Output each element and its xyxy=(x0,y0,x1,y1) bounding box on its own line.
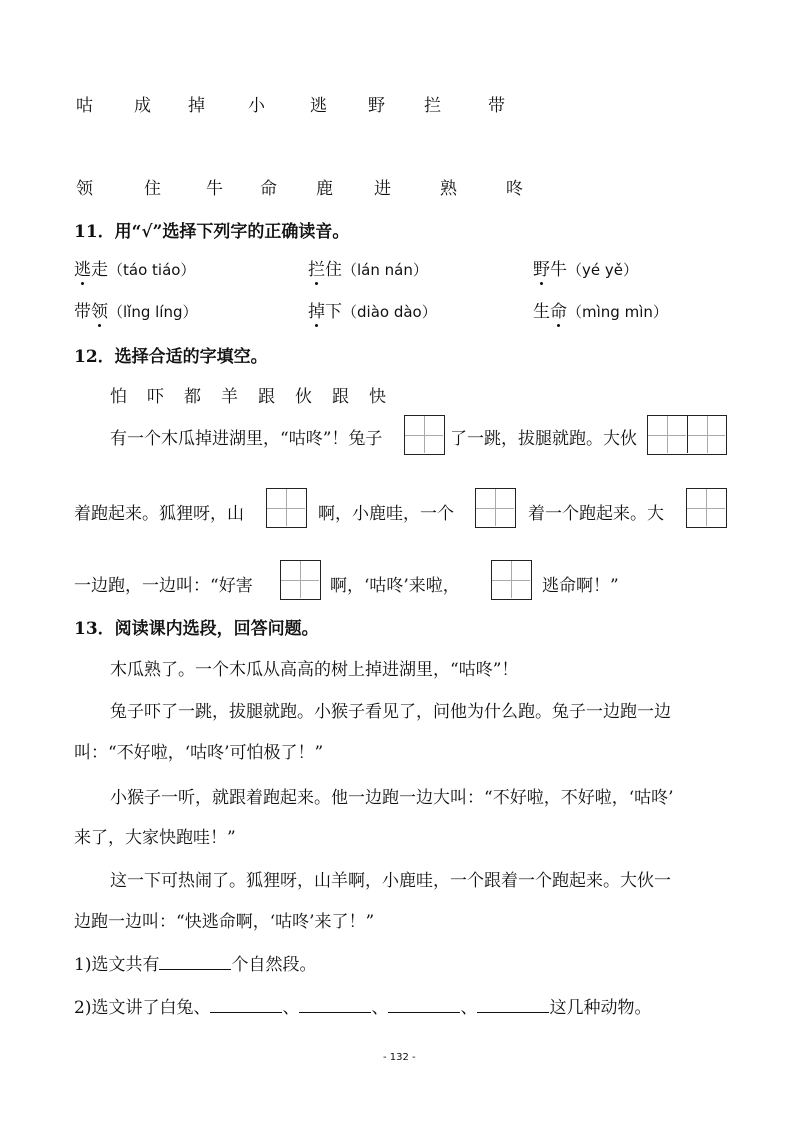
passage-paragraph: 这一下可热闹了。狐狸呀，山羊啊，小鹿哇，一个跟着一个跑起来。大伙一 xyxy=(110,871,671,891)
q11-item-6: 生命（mìng mìn） xyxy=(533,297,668,322)
fill-box-double[interactable] xyxy=(647,415,727,455)
q12-text: 了一跳，拔腿就跑。大伙 xyxy=(450,429,637,449)
page-number: - 132 - xyxy=(383,1052,416,1063)
passage-paragraph: 叫：“不好啦，‘咕咚’可怕极了！” xyxy=(74,743,324,763)
char: 鹿 xyxy=(316,179,333,199)
q11-item-1: 逃走（táo tiáo） xyxy=(74,255,195,280)
fill-box[interactable] xyxy=(404,415,445,455)
char: 住 xyxy=(144,179,161,199)
q12-text: 着一个跑起来。大 xyxy=(528,504,664,524)
q11-title: 11．用“√”选择下列字的正确读音。 xyxy=(74,222,350,242)
char: 野 xyxy=(368,96,385,116)
q12-text: 逃命啊！” xyxy=(542,576,619,596)
char: 带 xyxy=(488,96,505,116)
passage-paragraph: 边跑一边叫：“快逃命啊，‘咕咚’来了！” xyxy=(74,912,375,932)
char: 小 xyxy=(248,96,265,116)
fill-box[interactable] xyxy=(280,560,321,600)
q13-title: 13．阅读课内选段，回答问题。 xyxy=(74,619,319,639)
sub-question-2: 2)选文讲了白兔、 、 、 、 这几种动物。 xyxy=(74,998,652,1018)
passage-paragraph: 小猴子一听，就跟着跑起来。他一边跑一边大叫：“不好啦，不好啦，‘咕咚’ xyxy=(110,788,674,808)
word: 快 xyxy=(369,387,386,407)
answer-blank[interactable] xyxy=(299,998,371,1013)
word: 跟 xyxy=(332,387,349,407)
char: 成 xyxy=(134,96,151,116)
char: 咕 xyxy=(76,96,93,116)
answer-blank[interactable] xyxy=(159,955,231,970)
char: 逃 xyxy=(310,96,327,116)
word: 伙 xyxy=(295,387,312,407)
answer-blank[interactable] xyxy=(210,998,282,1013)
fill-box[interactable] xyxy=(475,488,516,528)
word: 跟 xyxy=(258,387,275,407)
sub-question-1: 1)选文共有 个自然段。 xyxy=(74,955,317,975)
answer-blank[interactable] xyxy=(388,998,460,1013)
passage-paragraph: 木瓜熟了。一个木瓜从高高的树上掉进湖里，“咕咚”！ xyxy=(110,660,519,680)
q12-text: 有一个木瓜掉进湖里，“咕咚”！兔子 xyxy=(110,429,383,449)
q11-item-2: 拦住（lán nán） xyxy=(308,255,428,280)
char: 掉 xyxy=(188,96,205,116)
word: 羊 xyxy=(221,387,238,407)
char: 领 xyxy=(76,179,93,199)
q12-text: 啊，‘咕咚’来啦， xyxy=(330,576,460,596)
char: 咚 xyxy=(506,179,523,199)
word: 怕 xyxy=(110,387,127,407)
char: 拦 xyxy=(424,96,441,116)
q12-text: 啊，小鹿哇，一个 xyxy=(318,504,454,524)
q11-item-5: 掉下（diào dào） xyxy=(308,297,437,322)
char: 命 xyxy=(260,179,277,199)
q12-title: 12．选择合适的字填空。 xyxy=(74,347,268,367)
char: 进 xyxy=(374,179,391,199)
word: 吓 xyxy=(147,387,164,407)
fill-box[interactable] xyxy=(491,560,532,600)
char: 牛 xyxy=(206,179,223,199)
answer-blank[interactable] xyxy=(477,998,549,1013)
passage-paragraph: 兔子吓了一跳，拔腿就跑。小猴子看见了，问他为什么跑。兔子一边跑一边 xyxy=(110,702,671,722)
fill-box[interactable] xyxy=(686,488,727,528)
q11-item-3: 野牛（yé yě） xyxy=(533,255,638,280)
passage-paragraph: 来了，大家快跑哇！” xyxy=(74,828,236,848)
char: 熟 xyxy=(440,179,457,199)
fill-box[interactable] xyxy=(266,488,307,528)
q12-text: 着跑起来。狐狸呀，山 xyxy=(74,504,244,524)
word: 都 xyxy=(184,387,201,407)
q12-text: 一边跑，一边叫：“好害 xyxy=(74,576,253,596)
q11-item-4: 带领（lǐng líng） xyxy=(74,297,198,322)
